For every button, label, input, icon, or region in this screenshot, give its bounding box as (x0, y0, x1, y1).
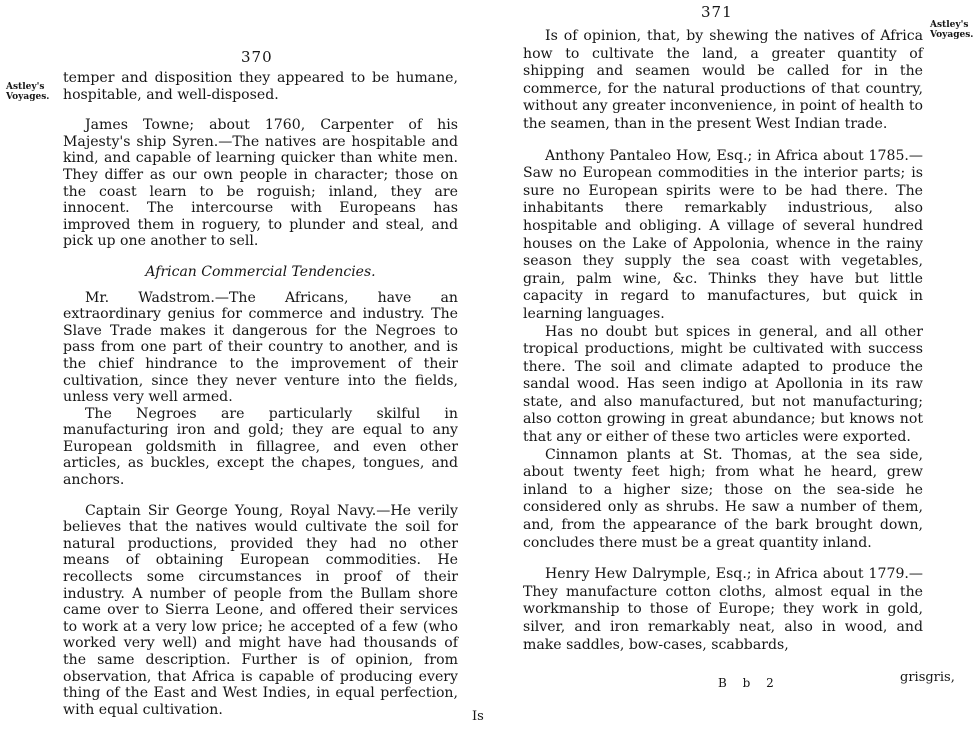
paragraph: temper and disposition they appeared to be humane, hospitable, and well-disposed. (63, 70, 458, 103)
signature-mark: B b 2 (718, 676, 780, 690)
margin-note: Astley's Voyages. (930, 20, 974, 40)
paragraph: Henry Hew Dalrymple, Esq.; in Africa about 1779.—They manufacture cotton cloths, almost equal in the workmanship to those of Europe; they work in gold, silver, and iron remarkably neat, also in wood, and make saddles, bow-cases, scabbards, (523, 566, 923, 653)
page-number: 370 (241, 48, 273, 66)
page-number: 371 (701, 3, 733, 21)
paragraph: Cinnamon plants at St. Thomas, at the sea side, about twenty feet high; from what he heard, grew inland to a higher size; those on the sea-side he considered only as shrubs. He saw a number of them, and, from the appearance of the bark brought down, concludes there must be a great quantity inland. (523, 446, 923, 551)
paragraph: Anthony Pantaleo How, Esq.; in Africa about 1785.—Saw no European commodities in the interior parts; is sure no European spirits were to be had there. The inhabitants there remarkably industrious, also hospitable and obliging. A village of several hundred houses on the Lake of Appolonia, whence in the rainy season they supply the sea coast with vegetables, grain, palm wine, &c. Thinks they have but little capacity in regard to manufactures, but quick in learning languages. (523, 147, 923, 322)
paragraph: Captain Sir George Young, Royal Navy.—He verily believes that the natives would cultivate the soil for natural productions, provided they had no other means of obtaining European commodities. He recollects some circumstances in proof of their industry. A number of people from the Bullam shore came over to Sierra Leone, and offered their services to work at a very low price; he accepted of a few (who worked very well) and might have had thousands of the same description. Further is of opinion, from observation, that Africa is capable of producing every thing of the East and West Indies, in equal perfection, with equal cultivation. (63, 502, 458, 718)
paragraph: Has no doubt but spices in general, and all other tropical productions, might be cultivated with success there. The soil and climate adapted to produce the sandal wood. Has seen indigo at Apollonia in its raw state, and also manufactured, but not manufacturing; also cotton growing in great abundance; but knows not that any or either of these two articles were exported. (523, 323, 923, 446)
text-column (523, 28, 923, 654)
catchword: Is (472, 709, 484, 724)
paragraph: James Towne; about 1760, Carpenter of his Majesty's ship Syren.—The natives are hospitable and kind, and capable of learning quicker than white men. They differ as our own people in character; those on the coast learn to be roguish; inland, they are innocent. The intercourse with Europeans has improved them in roguery, to plunder and steal, and pick up one another to sell. (63, 117, 458, 250)
paragraph: The Negroes are particularly skilful in manufacturing iron and gold; they are equal to any European goldsmith in fillagree, and even other articles, as buckles, except the chapes, tongues, and anchors. (63, 405, 458, 489)
paragraph: Mr. Wadstrom.—The Africans, have an extraordinary genius for commerce and industry. The Slave Trade makes it dangerous for the Negroes to pass from one part of their country to another, and is the chief hindrance to the improvement of their cultivation, since they never venture into the fields, unless very well armed. (63, 289, 458, 406)
right-page (490, 0, 980, 729)
margin-note: Astley's Voyages. (6, 82, 50, 102)
text-column (63, 70, 458, 718)
catchword: grisgris, (900, 670, 955, 685)
section-heading: African Commercial Tendencies. (145, 263, 376, 280)
paragraph: Is of opinion, that, by shewing the natives of Africa how to cultivate the land, a greater quantity of shipping and seamen would be called for in the commerce, for the natural productions of that country, without any greater inconvenience, in point of health to the seamen, than in the present West Indian trade. (523, 28, 923, 132)
